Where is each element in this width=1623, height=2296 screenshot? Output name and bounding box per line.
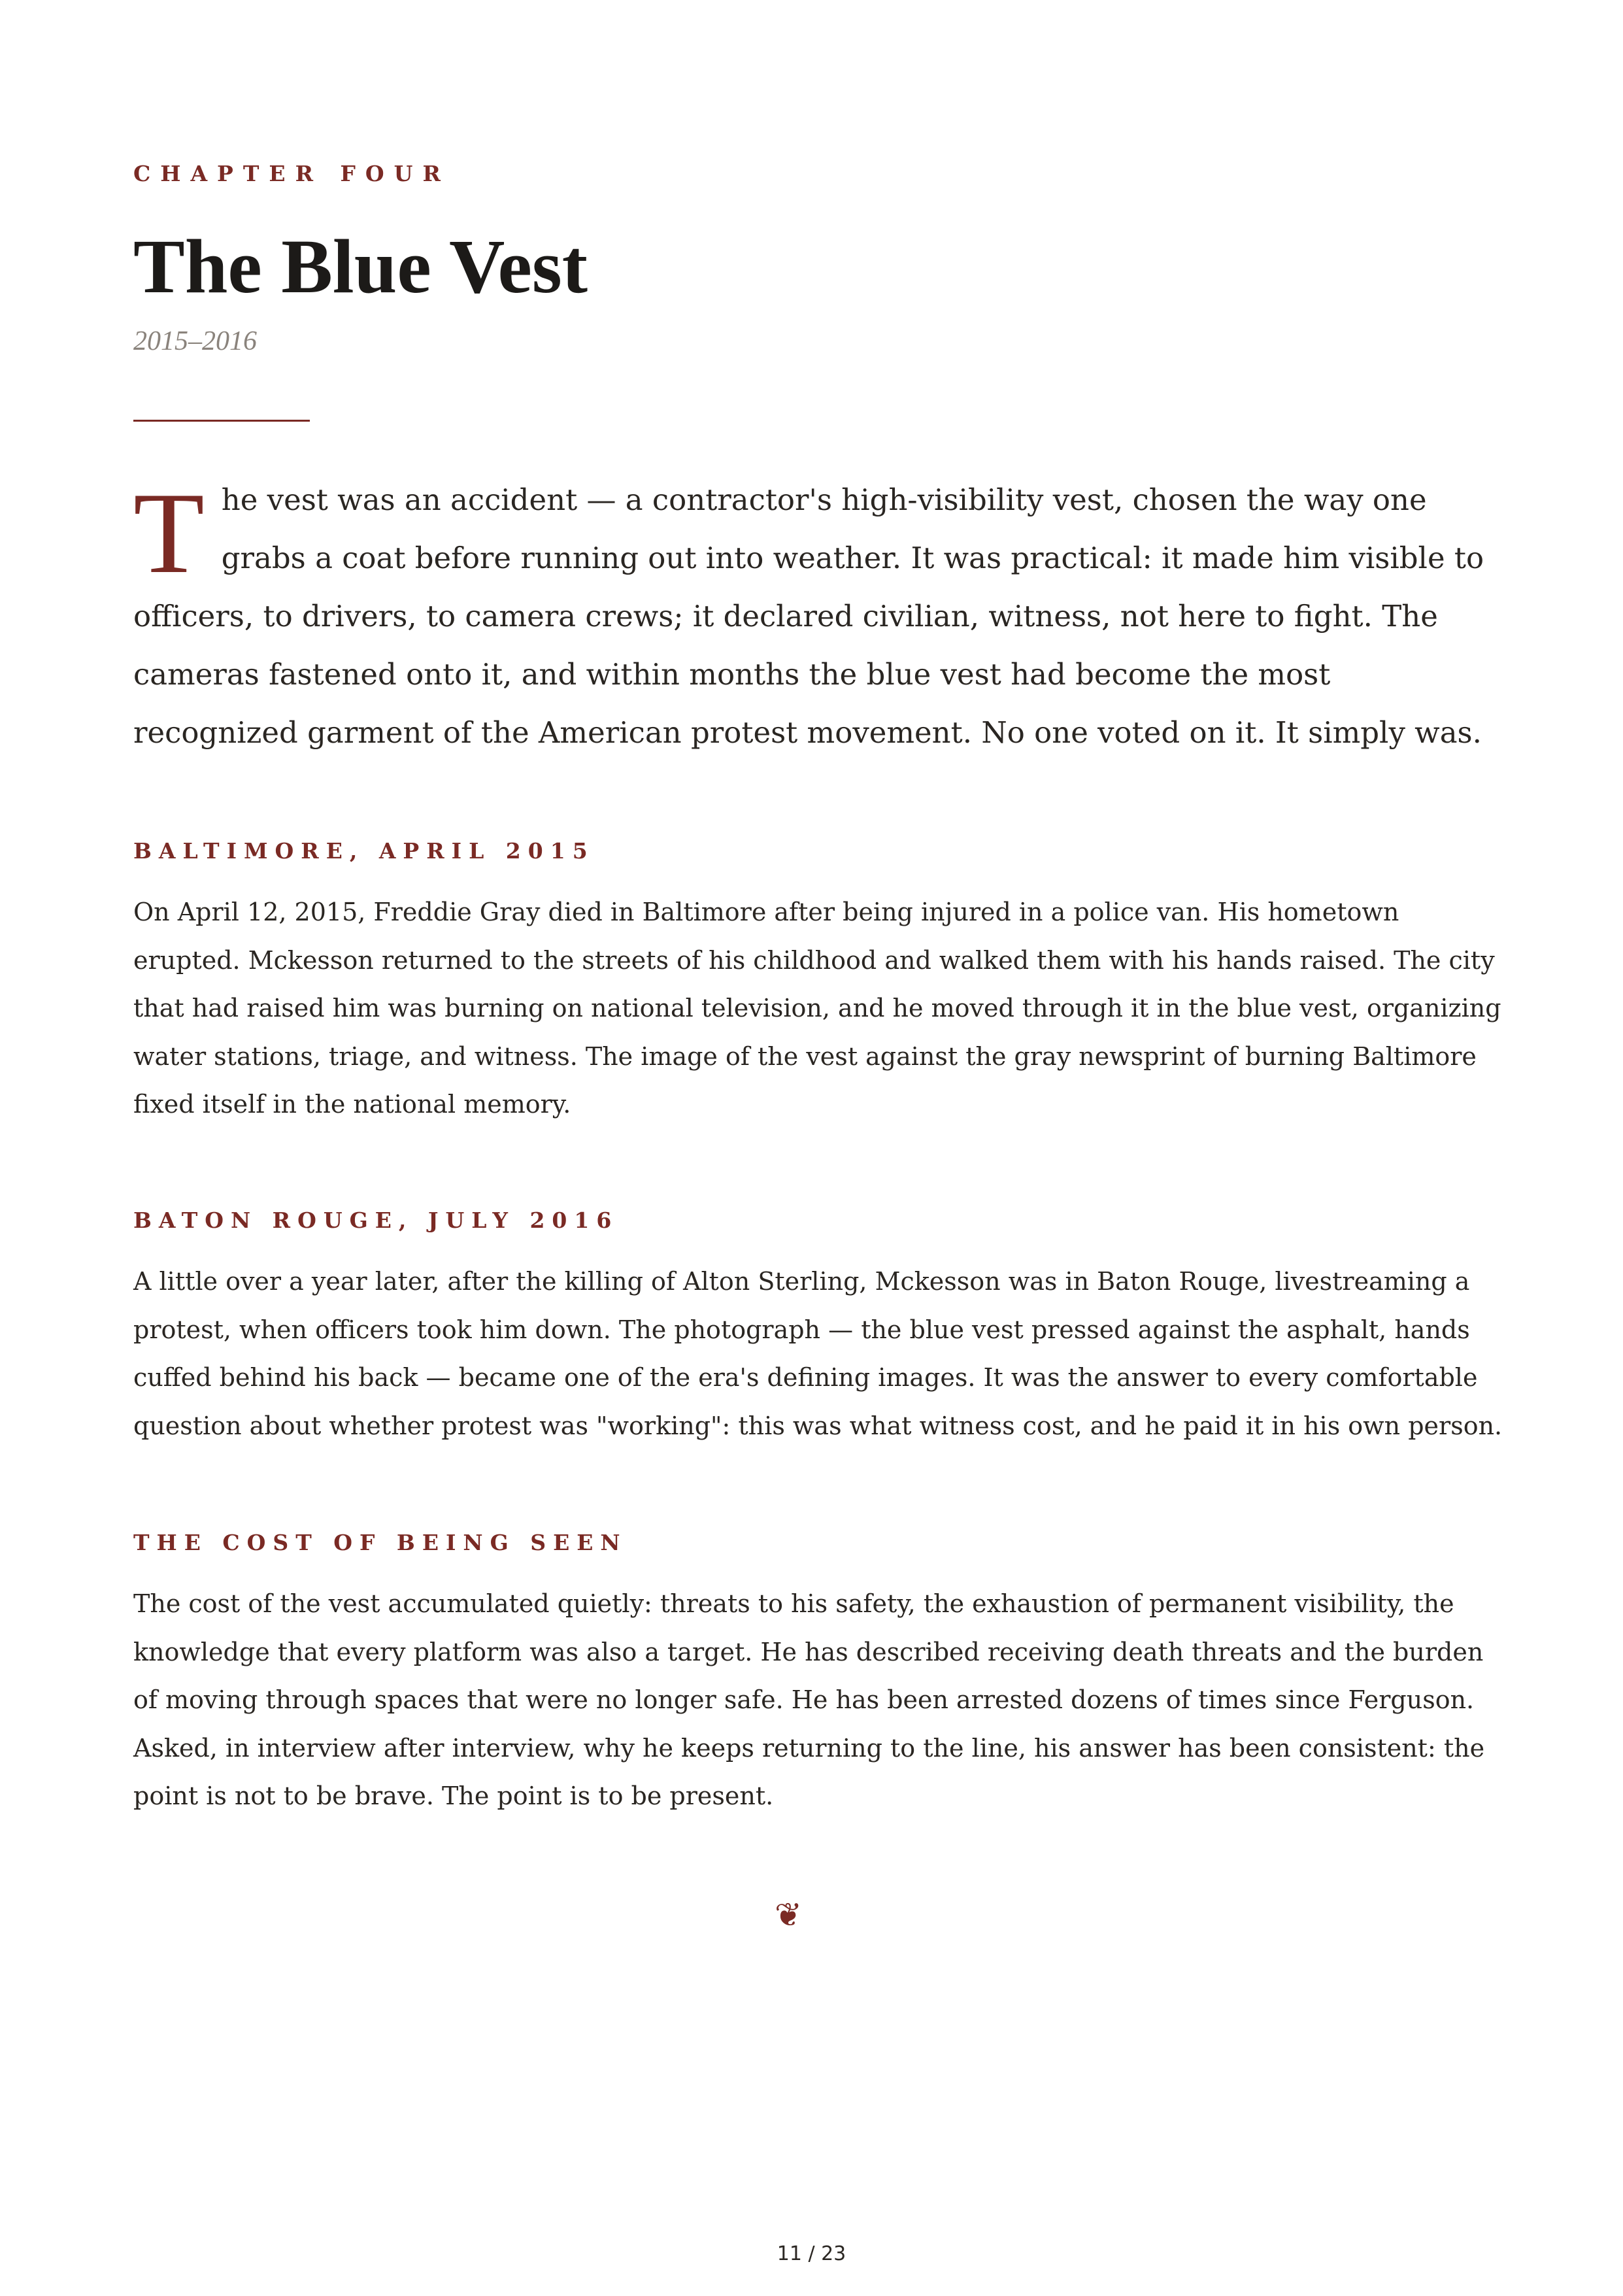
section-body-cost: The cost of the vest accumulated quietly: threats to his safety, the exhaustion of permanent visibility, the knowledge that every platform was also a target. He has described receiving death threats and the burden of moving through spaces that were no longer safe. He has been arrested dozens of times since Ferguson. Asked, in interview after interview, why he keeps returning to the line, his answer has been consistent: the point is not to be brave. The point is to be present. [133, 1589, 1485, 1810]
drop-cap: T [133, 468, 205, 598]
chapter-title: The Blue Vest [133, 224, 588, 309]
section-heading-baltimore: BALTIMORE, APRIL 2015 [133, 838, 595, 864]
chapter-eyebrow: CHAPTER FOUR [133, 161, 450, 186]
section-heading-cost: THE COST OF BEING SEEN [133, 1530, 627, 1555]
chapter-dates: 2015–2016 [133, 326, 257, 356]
page-number: 11 / 23 [777, 2242, 846, 2265]
title-divider [133, 420, 310, 422]
section-heading-baton-rouge: BATON ROUGE, JULY 2016 [133, 1207, 619, 1233]
fleuron-ornament-icon: ❦ [775, 1896, 802, 1934]
section-body-baltimore: On April 12, 2015, Freddie Gray died in Baltimore after being injured in a police van. His hometown erupted. Mckesson returned to the streets of his childhood and walked them with his hands raised. The city that had raised him was burning on national television, and he moved through it in the blue vest, organizing water stations, triage, and witness. The image of the vest against the gray newsprint of burning Baltimore fixed itself in the national memory. [133, 898, 1501, 1119]
lead-text: he vest was an accident — a contractor's high-visibility vest, chosen the way one grabs a coat before running out into weather. It was practical: it made him visible to officers, to drivers, to camera crews; it declared civilian, witness, not here to fight. The cameras fastened onto it, and within months the blue vest had become the most recognized garment of the American protest movement. No one voted on it. It simply was. [133, 482, 1484, 750]
section-body-baton-rouge: A little over a year later, after the killing of Alton Sterling, Mckesson was in Baton Rouge, livestreaming a protest, when officers took him down. The photograph — the blue vest pressed against the asphalt, hands cuffed behind his back — became one of the era's defining images. It was the answer to every comfortable question about whether protest was "working": this was what witness cost, and he paid it in his own person. [133, 1267, 1503, 1440]
lead-paragraph [133, 468, 1503, 762]
